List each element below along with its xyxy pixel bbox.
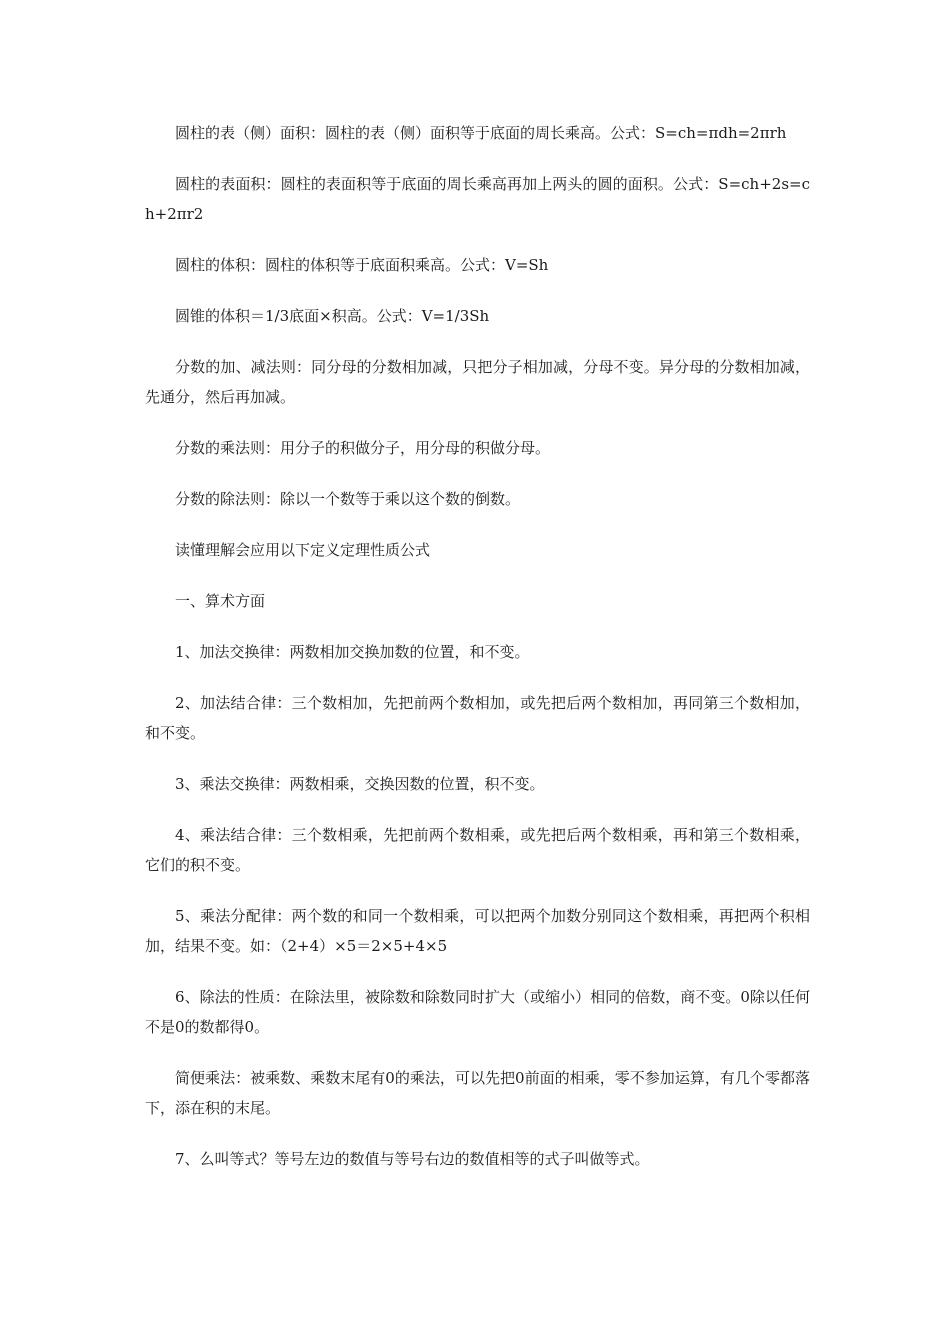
paragraph-fraction-add-subtract: 分数的加、减法则：同分母的分数相加减，只把分子相加减，分母不变。异分母的分数相加减，先通分，然后再加减。 [145,358,810,406]
paragraph-cylinder-lateral-area: 圆柱的表（侧）面积：圆柱的表（侧）面积等于底面的周长乘高。公式：S=ch=πdh=2πrh [175,124,787,142]
paragraph-cone-volume: 圆锥的体积＝1/3底面×积高。公式：V=1/3Sh [175,307,490,325]
paragraph-multiplication-associative: 4、乘法结合律：三个数相乘，先把前两个数相乘，或先把后两个数相乘，再和第三个数相乘，它们的积不变。 [145,826,810,874]
paragraph-fraction-multiply: 分数的乘法则：用分子的积做分子，用分母的积做分母。 [175,439,551,457]
paragraph-simple-multiplication: 简便乘法：被乘数、乘数末尾有0的乘法，可以先把0前面的相乘，零不参加运算，有几个零都落下，添在积的末尾。 [145,1069,810,1117]
paragraph-fraction-divide: 分数的除法则：除以一个数等于乘以这个数的倒数。 [175,490,521,508]
paragraph-equation-definition: 7、么叫等式？等号左边的数值与等号右边的数值相等的式子叫做等式。 [175,1150,650,1168]
paragraph-intro: 读懂理解会应用以下定义定理性质公式 [175,541,431,559]
paragraph-division-property: 6、除法的性质：在除法里，被除数和除数同时扩大（或缩小）相同的倍数，商不变。0除以任何不是0的数都得0。 [145,988,810,1036]
document-page [145,118,810,1195]
section-heading-arithmetic: 一、算术方面 [175,592,266,610]
paragraph-distributive-law: 5、乘法分配律：两个数的和同一个数相乘，可以把两个加数分别同这个数相乘，再把两个积相加，结果不变。如：（2+4）×5＝2×5+4×5 [145,907,810,955]
paragraph-addition-associative: 2、加法结合律：三个数相加，先把前两个数相加，或先把后两个数相加，再同第三个数相加，和不变。 [145,694,810,742]
paragraph-cylinder-surface-area: 圆柱的表面积：圆柱的表面积等于底面的周长乘高再加上两头的圆的面积。公式：S=ch+2s=ch+2πr2 [145,175,810,223]
paragraph-multiplication-commutative: 3、乘法交换律：两数相乘，交换因数的位置，积不变。 [175,775,545,793]
paragraph-addition-commutative: 1、加法交换律：两数相加交换加数的位置，和不变。 [175,643,530,661]
paragraph-cylinder-volume: 圆柱的体积：圆柱的体积等于底面积乘高。公式：V=Sh [175,256,549,274]
